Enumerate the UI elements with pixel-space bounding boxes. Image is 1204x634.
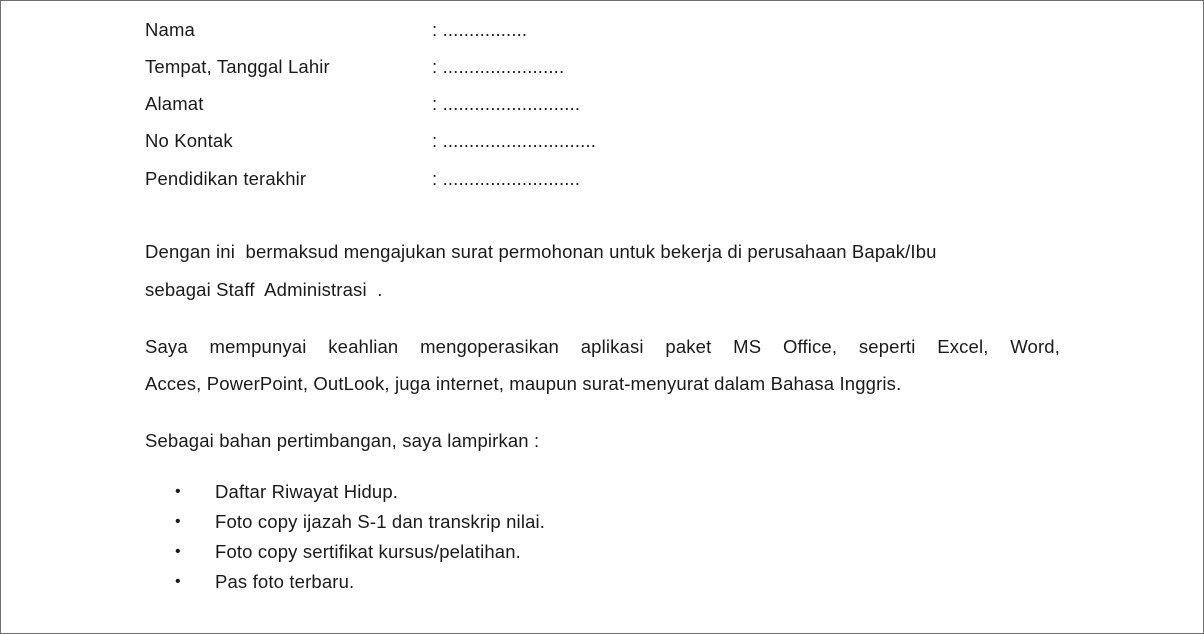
- field-label-no-kontak: No Kontak: [145, 130, 233, 151]
- field-label-pendidikan-terakhir: Pendidikan terakhir: [145, 168, 307, 189]
- paragraph-intent-line-1: Dengan ini bermaksud mengajukan surat permohonan untuk bekerja di perusahaan Bapak/Ibu: [145, 241, 937, 262]
- field-row-nama: [145, 18, 745, 42]
- bullet-icon: •: [175, 513, 181, 530]
- field-row-tempat-tanggal-lahir: [145, 55, 745, 79]
- field-value-no-kontak: : .............................: [432, 130, 596, 151]
- list-item-text: Pas foto terbaru.: [215, 571, 355, 592]
- paragraph-skills-line-2: Acces, PowerPoint, OutLook, juga internet, maupun surat-menyurat dalam Bahasa Inggris.: [145, 373, 902, 394]
- paragraph-intent-line-2: sebagai Staff Administrasi .: [145, 279, 383, 300]
- paragraph-attachments-intro: Sebagai bahan pertimbangan, saya lampirkan :: [145, 430, 540, 451]
- paragraph-skills-line-1: Saya mempunyai keahlian mengoperasikan aplikasi paket MS Office, seperti Excel, Word,: [145, 336, 1060, 357]
- field-label-alamat: Alamat: [145, 93, 204, 114]
- list-item-text: Foto copy sertifikat kursus/pelatihan.: [215, 541, 521, 562]
- field-row-no-kontak: [145, 129, 745, 153]
- field-label-nama: Nama: [145, 19, 195, 40]
- field-value-nama: : ................: [432, 19, 528, 40]
- list-item-text: Foto copy ijazah S-1 dan transkrip nilai.: [215, 511, 546, 532]
- list-item-text: Daftar Riwayat Hidup.: [215, 481, 399, 502]
- field-value-tempat-tanggal-lahir: : .......................: [432, 56, 565, 77]
- field-label-tempat-tanggal-lahir: Tempat, Tanggal Lahir: [145, 56, 330, 77]
- field-row-pendidikan-terakhir: [145, 167, 745, 191]
- field-row-alamat: [145, 92, 745, 116]
- bullet-icon: •: [175, 483, 181, 500]
- field-value-pendidikan-terakhir: : ..........................: [432, 168, 581, 189]
- field-value-alamat: : ..........................: [432, 93, 581, 114]
- bullet-icon: •: [175, 573, 181, 590]
- bullet-icon: •: [175, 543, 181, 560]
